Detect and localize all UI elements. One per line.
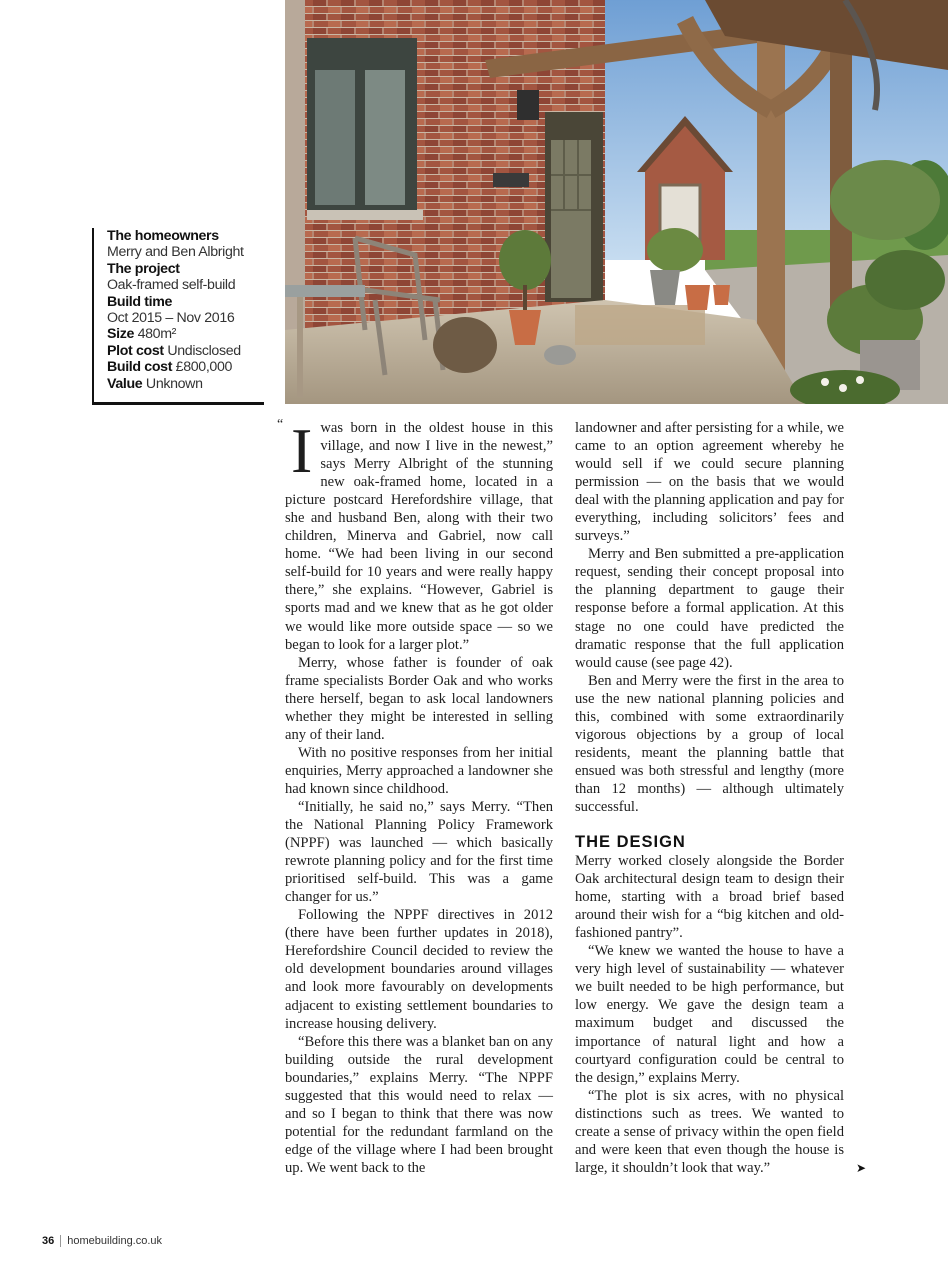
article-paragraph: Merry worked closely alongside the Border Oak architectural design team to design their home, starting with a broad brief based around their wish for a “big kitchen and old-fashioned pantry”. [575, 853, 844, 942]
continue-arrow-icon: ➤ [856, 1161, 867, 1175]
article-paragraph: “Initially, he said no,” says Merry. “Then the National Planning Policy Framework (NPPF) was launched — which basically rewrote planning policy and for the first time prioritised self-build. This was a game changer for us.” [285, 798, 553, 906]
open-quote: “ [277, 417, 284, 432]
article-paragraph: “We knew we wanted the house to have a very high level of sustainability — whatever we built needed to be high performance, but low energy. We gave the design team a maximum budget and discussed the importance of natural light and how a courtyard configuration could be central to the design,” explains Merry. [575, 943, 844, 1086]
article-paragraph: Ben and Merry were the first in the area to use the new national planning policies and this, combined with some extraordinarily vigorous objections by a group of local residents, meant the planning battle that ensued was both stressful and lengthy (more than 12 months) — although ultimately successful. [575, 672, 844, 815]
fact-project-value: Oak-framed self-build [107, 277, 236, 294]
article-paragraph: “The plot is six acres, with no physical distinctions such as trees. We wanted to create a sense of privacy within the open field and were keen that even though the house is large, it shouldn’t look that way.” [575, 1087, 844, 1176]
drop-cap: I [291, 415, 313, 486]
page-footer [42, 1233, 162, 1249]
porch-illustration [285, 0, 948, 404]
fact-project-label: The project [107, 260, 180, 277]
hero-photo [285, 0, 948, 404]
article-paragraph: “ I was born in the oldest house in this village, and now I live in the newest,” says Merry Albright of the stunning new oak-framed home, located in a picture postcard Herefordshire village, that she and husband Ben, along with their two children, Minerva and Gabriel, now call home. “We had been living in our second self-build for 10 years and were really happy there,” she explains. “However, Gabriel is sports mad and we knew that as he got older we would like more outside space — so we began to look for a larger plot.” [277, 415, 553, 653]
article-column-2 [575, 419, 844, 1177]
section-heading: THE DESIGN [575, 833, 686, 852]
fact-box [92, 228, 264, 405]
page-number: 36 [42, 1235, 61, 1247]
article-paragraph: Following the NPPF directives in 2012 (there have been further updates in 2018), Herefordshire Council decided to review the old development boundaries around villages and look more favourably on developments adjacent to existing settlement boundaries to increase housing delivery. [285, 907, 553, 1032]
site-url: homebuilding.co.uk [67, 1235, 163, 1247]
fact-plot-cost: Plot cost Undisclosed [107, 342, 241, 359]
article-paragraph: With no positive responses from her initial enquiries, Merry approached a landowner she had known since childhood. [285, 744, 553, 797]
article-paragraph: Merry, whose father is founder of oak frame specialists Border Oak and who works there herself, began to ask local landowners whether they might be interested in selling any of their land. [285, 654, 553, 743]
fact-homeowners-label: The homeowners [107, 228, 219, 244]
fact-size: Size 480m² [107, 326, 177, 343]
article-column-1 [277, 415, 553, 1177]
fact-build-cost: Build cost £800,000 [107, 359, 233, 376]
article-paragraph: landowner and after persisting for a while, we came to an option agreement whereby he would sell if we could secure planning permission — on the basis that we would deal with the planning application and pay for everything, including solicitors’ fees and surveys.” [575, 420, 844, 545]
article-paragraph: “Before this there was a blanket ban on any building outside the rural development boundaries,” explains Merry. “The NPPF suggested that this would need to relax — and so I began to think that there was now potential for the redundant farmland on the edge of the village where I had been brought up. We went back to the [285, 1033, 553, 1176]
fact-value: Value Unknown [107, 375, 203, 392]
fact-build-time-value: Oct 2015 – Nov 2016 [107, 310, 235, 327]
fact-build-time-label: Build time [107, 293, 173, 310]
fact-homeowners-value: Merry and Ben Albright [107, 244, 244, 261]
article-paragraph: Merry and Ben submitted a pre-application request, sending their concept proposal into the planning department to gauge their response before a formal application. At this stage no one could have predicted the dramatic response that the full application would cause (see page 42). [575, 546, 844, 671]
